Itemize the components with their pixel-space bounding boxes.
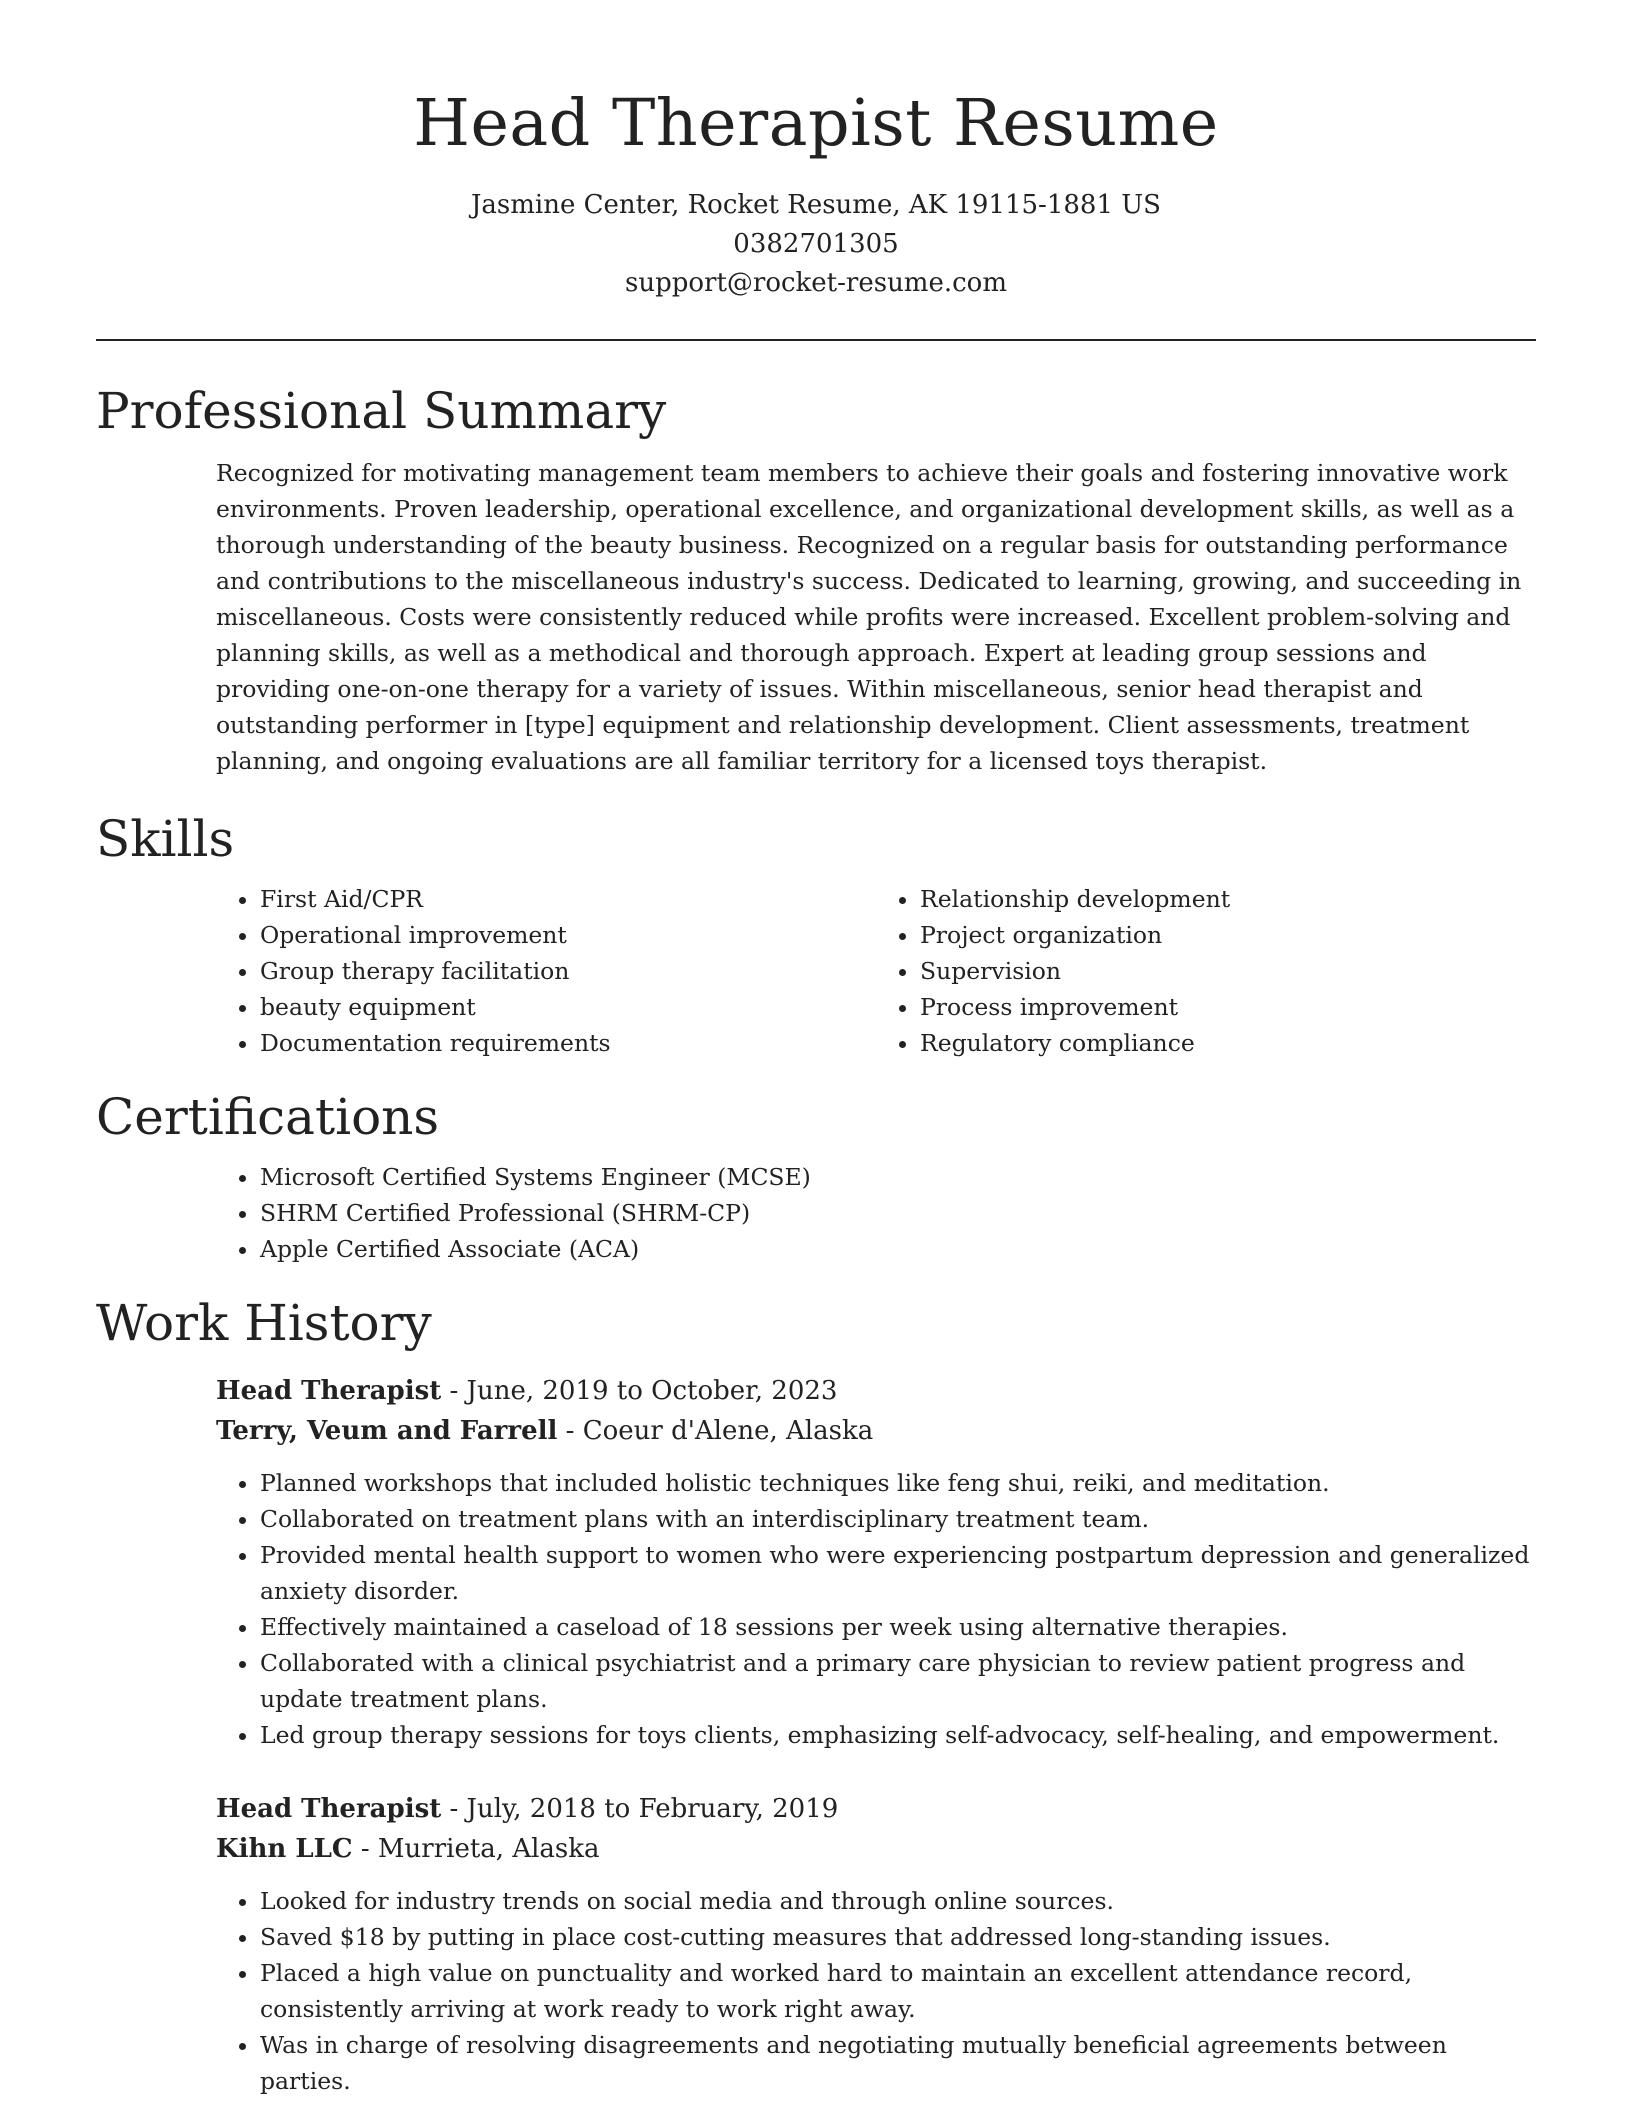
job-dates: - July, 2018 to February, 2019 [441,1794,839,1824]
header-divider [96,339,1536,341]
job-location: - Coeur d'Alene, Alaska [557,1416,874,1446]
job-location: - Murrieta, Alaska [352,1834,600,1864]
job-bullet: • Collaborated on treatment plans with an interdisciplinary treatment team. [260,1501,1536,1537]
skill-item: • Process improvement [920,989,1536,1025]
certifications-section [96,1087,1536,1267]
work-history-heading: Work History [96,1294,432,1352]
skill-item: • Project organization [920,917,1536,953]
certification-item: • SHRM Certified Professional (SHRM-CP) [260,1195,1536,1231]
work-history-section [96,1293,1536,2099]
contact-phone: 0382701305 [733,229,899,259]
summary-section [96,381,1536,779]
job-bullet: • Placed a high value on punctuality and worked hard to maintain an excellent attendance record, consistently arriving at work ready to work right away. [260,1955,1536,2027]
job-company: Terry, Veum and Farrell [216,1416,558,1446]
contact-email: support@rocket-resume.com [624,268,1007,298]
job-bullet: • Was in charge of resolving disagreements and negotiating mutually beneficial agreements between parties. [260,2027,1536,2099]
skills-list-left [216,881,876,1061]
job-bullet-list [216,1465,1536,1753]
skill-item: • Group therapy facilitation [260,953,876,989]
job-company: Kihn LLC [216,1834,353,1864]
job-bullet: • Effectively maintained a caseload of 18 sessions per week using alternative therapies. [260,1609,1536,1645]
job-entry [96,1789,1536,2099]
job-bullet: • Collaborated with a clinical psychiatrist and a primary care physician to review patient progress and update treatment plans. [260,1645,1536,1717]
job-entry [96,1371,1536,1753]
skill-item: • beauty equipment [260,989,876,1025]
skills-heading: Skills [96,810,235,868]
job-bullet: • Led group therapy sessions for toys clients, emphasizing self-advocacy, self-healing, and empowerment. [260,1717,1536,1753]
skills-list-right [876,881,1536,1061]
certifications-list [216,1159,1536,1267]
skill-item: • Relationship development [920,881,1536,917]
job-title: Head Therapist [216,1794,442,1824]
skill-item: • Documentation requirements [260,1025,876,1061]
certification-item: • Apple Certified Associate (ACA) [260,1231,1536,1267]
job-dates: - June, 2019 to October, 2023 [441,1376,838,1406]
certification-item: • Microsoft Certified Systems Engineer (MCSE) [260,1159,1536,1195]
certifications-heading: Certifications [96,1088,440,1146]
skill-item: • First Aid/CPR [260,881,876,917]
skills-section [96,809,1536,1061]
skill-item: • Operational improvement [260,917,876,953]
resume-header [96,0,1536,303]
job-bullet: • Looked for industry trends on social media and through online sources. [260,1883,1536,1919]
resume-title: Head Therapist Resume [413,86,1219,161]
job-title: Head Therapist [216,1376,442,1406]
skill-item: • Regulatory compliance [920,1025,1536,1061]
job-company-line [216,1829,1536,1869]
job-bullet: • Provided mental health support to women who were experiencing postpartum depression and generalized anxiety disorder. [260,1537,1536,1609]
job-bullet-list [216,1883,1536,2099]
job-company-line [216,1411,1536,1451]
job-bullet: • Planned workshops that included holistic techniques like feng shui, reiki, and meditation. [260,1465,1536,1501]
job-title-line [216,1371,1536,1411]
summary-text: Recognized for motivating management team members to achieve their goals and fostering innovative work environments. Proven leadership, operational excellence, and organizational development skills, as well as a thorough understanding of the beauty business. Recognized on a regular basis for outstanding performance and contributions to the miscellaneous industry's success. Dedicated to learning, growing, and succeeding in miscellaneous. Costs were consistently reduced while profits were increased. Excellent problem-solving and planning skills, as well as a methodical and thorough approach. Expert at leading group sessions and providing one-on-one therapy for a variety of issues. Within miscellaneous, senior head therapist and outstanding performer in [type] equipment and relationship development. Client assessments, treatment planning, and ongoing evaluations are all familiar territory for a licensed toys therapist. [216,459,1522,775]
contact-address: Jasmine Center, Rocket Resume, AK 19115-1881 US [471,190,1161,220]
job-bullet: • Saved $18 by putting in place cost-cutting measures that addressed long-standing issues. [260,1919,1536,1955]
summary-heading: Professional Summary [96,382,667,440]
skill-item: • Supervision [920,953,1536,989]
job-title-line [216,1789,1536,1829]
